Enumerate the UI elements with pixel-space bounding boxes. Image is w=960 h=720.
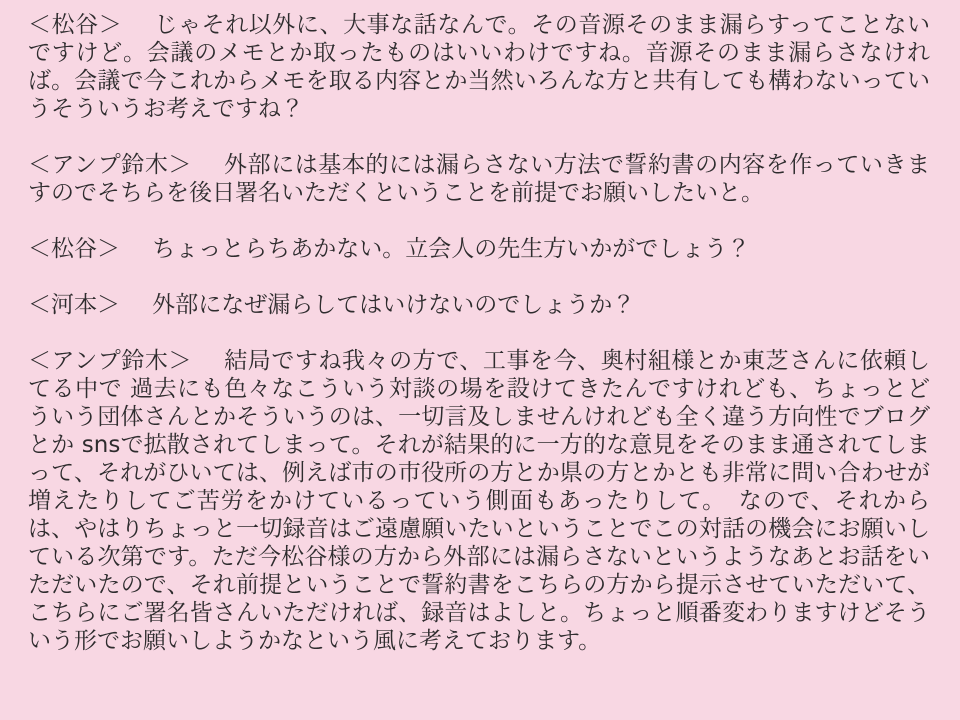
transcript-paragraph — [28, 11, 930, 123]
speaker-name: ＜松谷＞ — [28, 12, 122, 38]
transcript-paragraph — [28, 235, 930, 263]
speech-text: 結局ですね我々の方で、工事を今、奥村組様とか東芝さんに依頼してる中で 過去にも色々なこういう対談の場を設けてきたんですけれども、ちょっとどういう団体さんとかそういうのは、一切言及しませんけれども全く違う方向性でブログとか snsで拡散されてしまって。それが結果的に一方的な意見をそのまま通されてしまって、それがひいては、例えば市の市役所の方とか県の方とかとも非常に問い合わせが増えたりしてご苦労をかけているっていう側面もあったりして。 なので、それからは、やはりちょっと一切録音はご遠慮願いたいということでこの対話の機会にお願いしている次第です。ただ今松谷様の方から外部には漏らさないというようなあとお話をいただいたので、それ前提ということで誓約書をこちらの方から提示させていただいて、こちらにご署名皆さんいただければ、録音はよしと。ちょっと順番変わりますけどそういう形でお願いしようかなという風に考えております。 — [28, 348, 931, 654]
transcript-paragraph — [28, 151, 930, 207]
transcript-paragraph — [28, 347, 930, 655]
speaker-name: ＜アンプ鈴木＞ — [28, 348, 192, 374]
speaker-name: ＜アンプ鈴木＞ — [28, 152, 192, 178]
speech-text: 外部には基本的には漏らさない方法で誓約書の内容を作っていきますのでそちらを後日署名いただくということを前提でお願いしたいと。 — [28, 152, 930, 206]
transcript-paragraph — [28, 291, 930, 319]
speaker-name: ＜松谷＞ — [28, 236, 120, 262]
transcript-body — [28, 11, 930, 655]
speech-text: じゃそれ以外に、大事な話なんで。その音源そのまま漏らすってことないですけど。会議のメモとか取ったものはいいわけですね。音源そのまま漏らさなければ。会議で今これからメモを取る内容とか当然いろんな方と共有しても構わないっていうそういうお考えですね？ — [28, 12, 931, 122]
speaker-name: ＜河本＞ — [28, 292, 120, 318]
speech-text: ちょっとらちあかない。立会人の先生方いかがでしょう？ — [152, 236, 751, 262]
speech-text: 外部になぜ漏らしてはいけないのでしょうか？ — [152, 292, 636, 318]
